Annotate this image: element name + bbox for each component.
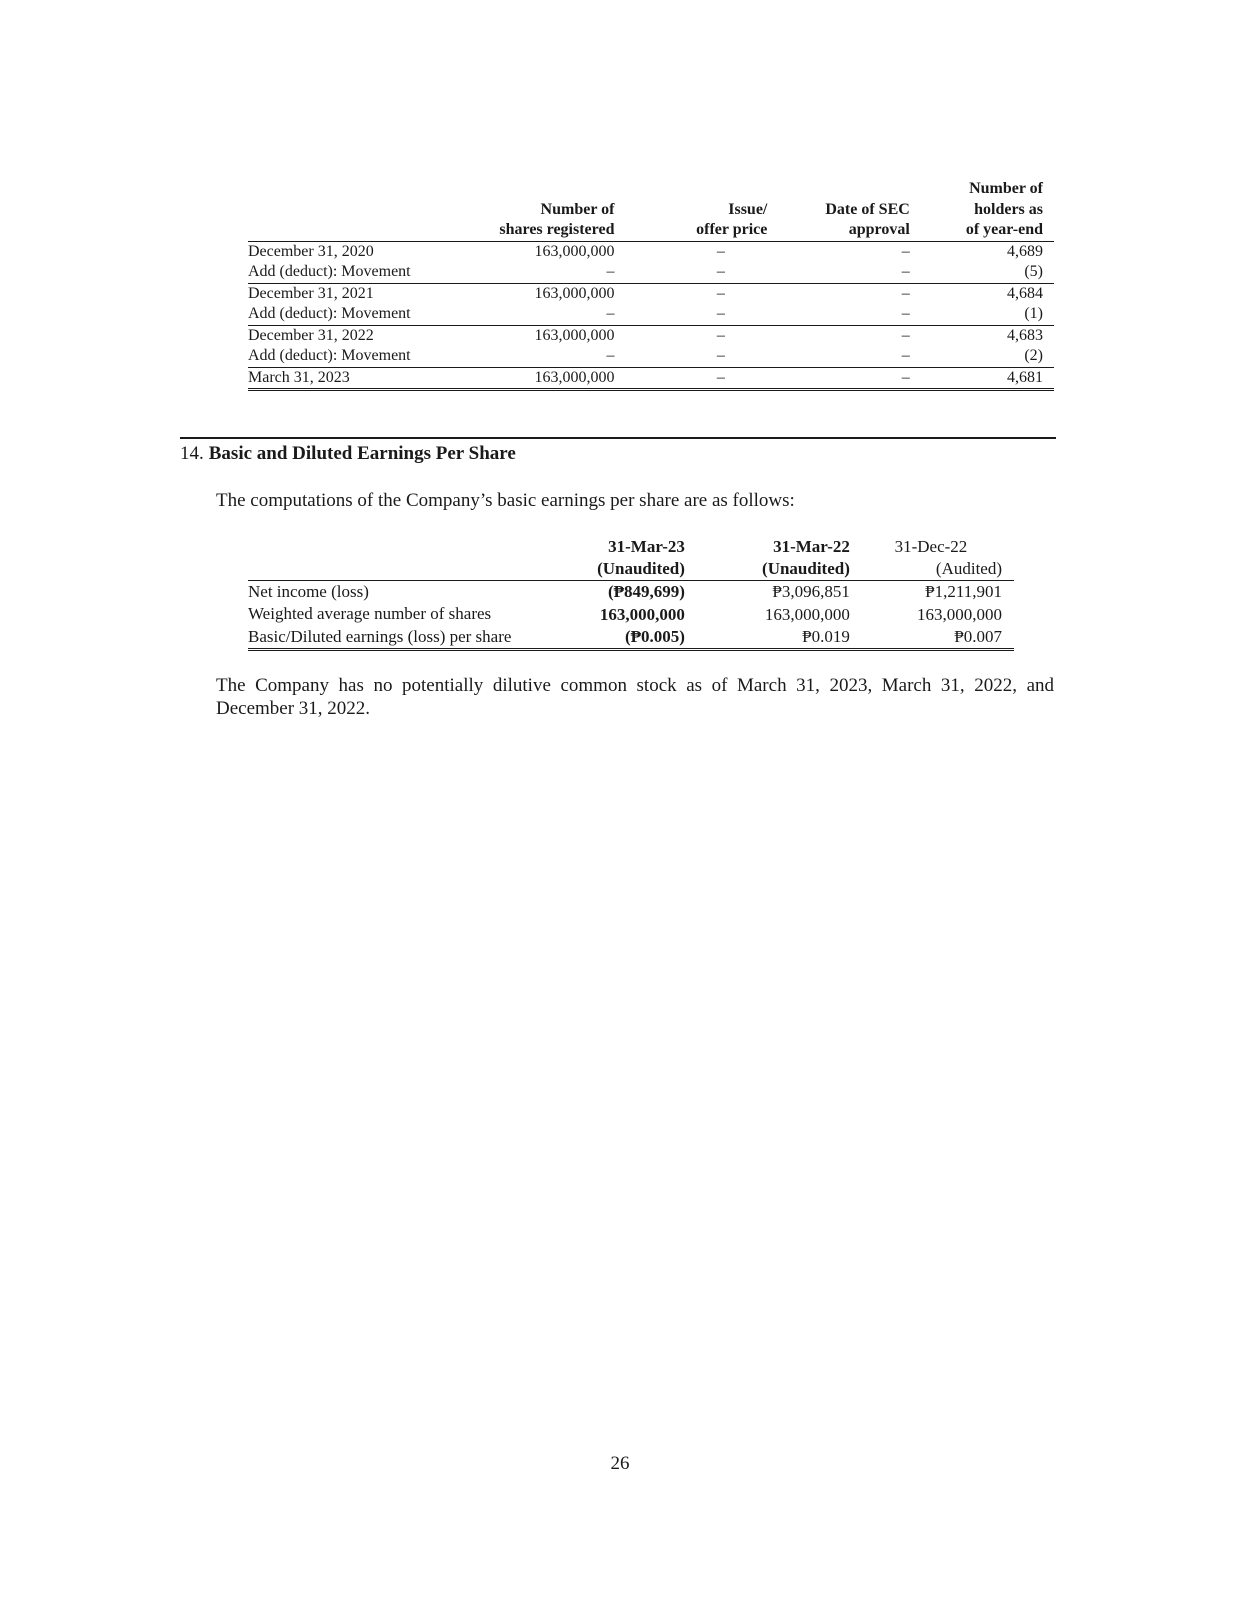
holders-cell: 4,689: [1007, 242, 1043, 260]
value-cell: (₱849,699): [607, 582, 685, 601]
header-status: (Audited): [860, 558, 1014, 581]
holders-cell: 4,684: [910, 283, 1054, 304]
intro-paragraph: The computations of the Company’s basic earnings per share are as follows:: [216, 490, 795, 511]
holders-cell: 4,683: [910, 325, 1054, 346]
sec-cell: –: [901, 263, 910, 280]
shares-cell: 163,000,000: [491, 325, 614, 346]
eps-header-row-status: [248, 558, 1014, 581]
row-label: March 31, 2023: [248, 367, 491, 390]
holders-cell: (1): [1024, 305, 1043, 322]
price-cell: –: [716, 305, 725, 322]
holders-cell: (2): [1024, 347, 1043, 364]
row-label: December 31, 2021: [248, 283, 491, 304]
header-date-of-sec-approval: Date of SEC approval: [767, 179, 909, 241]
value-cell: 163,000,000: [764, 604, 850, 624]
shares-cell: 163,000,000: [491, 367, 614, 390]
header-period: 31-Dec-22: [894, 537, 968, 556]
share-table-header: [248, 179, 1054, 241]
table-row: [248, 304, 1054, 325]
table-row: [248, 325, 1054, 346]
value-cell: 163,000,000: [917, 604, 1002, 624]
value-cell: 163,000,000: [599, 604, 685, 624]
shares-cell: –: [606, 347, 615, 364]
price-cell: –: [614, 325, 767, 346]
section-heading: [180, 441, 516, 467]
table-row: [248, 241, 1054, 262]
table-row: [248, 626, 1014, 650]
row-label: Add (deduct): Movement: [248, 347, 411, 364]
row-label: December 31, 2022: [248, 325, 491, 346]
value-cell: ₱3,096,851: [772, 582, 850, 601]
row-label: December 31, 2020: [248, 242, 374, 260]
value-cell: ₱1,211,901: [925, 582, 1002, 601]
price-cell: –: [614, 283, 767, 304]
sec-cell: –: [901, 347, 910, 364]
row-label: Add (deduct): Movement: [248, 263, 411, 280]
header-blank: [248, 536, 557, 558]
shares-cell: –: [606, 263, 615, 280]
header-blank: [248, 558, 557, 581]
section-number: 14.: [180, 443, 204, 464]
holders-cell: (5): [1024, 263, 1043, 280]
price-cell: –: [716, 242, 725, 260]
row-label: Add (deduct): Movement: [248, 305, 411, 322]
table-row: [248, 367, 1054, 390]
section-divider: [180, 437, 1056, 439]
eps-header-row-period: [248, 536, 1014, 558]
sec-cell: –: [767, 367, 909, 390]
header-shares-registered: Number of shares registered: [491, 179, 614, 241]
shares-cell: –: [606, 305, 615, 322]
share-registration-table: [248, 179, 1054, 391]
shares-cell: 163,000,000: [534, 242, 615, 260]
table-row: [248, 346, 1054, 367]
price-cell: –: [614, 367, 767, 390]
page-number: 26: [610, 1453, 630, 1474]
table-row: [248, 283, 1054, 304]
header-issue-offer-price: Issue/ offer price: [614, 179, 767, 241]
holders-cell: 4,681: [910, 367, 1054, 390]
price-cell: –: [716, 347, 725, 364]
header-status: (Unaudited): [557, 558, 703, 581]
sec-cell: –: [901, 305, 910, 322]
section-title: Basic and Diluted Earnings Per Share: [208, 443, 516, 464]
value-cell: ₱0.007: [860, 626, 1014, 650]
row-label: Basic/Diluted earnings (loss) per share: [248, 626, 557, 650]
price-cell: –: [716, 263, 725, 280]
sec-cell: –: [767, 325, 909, 346]
value-cell: (₱0.005): [557, 626, 703, 650]
header-blank: [248, 179, 491, 241]
row-label: Weighted average number of shares: [248, 604, 492, 623]
table-row: [248, 603, 1014, 626]
closing-paragraph: The Company has no potentially dilutive common stock as of March 31, 2023, March 31, 2022, and December 31, 2022.: [216, 675, 1054, 719]
sec-cell: –: [901, 242, 910, 260]
table-row: [248, 262, 1054, 283]
table-row: [248, 581, 1014, 604]
sec-cell: –: [767, 283, 909, 304]
row-label: Net income (loss): [248, 582, 369, 601]
shares-cell: 163,000,000: [491, 283, 614, 304]
header-number-of-holders: Number of holders as of year-end: [910, 179, 1054, 241]
header-period: 31-Mar-22: [773, 537, 850, 556]
header-status: (Unaudited): [703, 558, 860, 581]
header-period: 31-Mar-23: [608, 537, 685, 556]
value-cell: ₱0.019: [703, 626, 860, 650]
eps-table: [248, 536, 1014, 651]
